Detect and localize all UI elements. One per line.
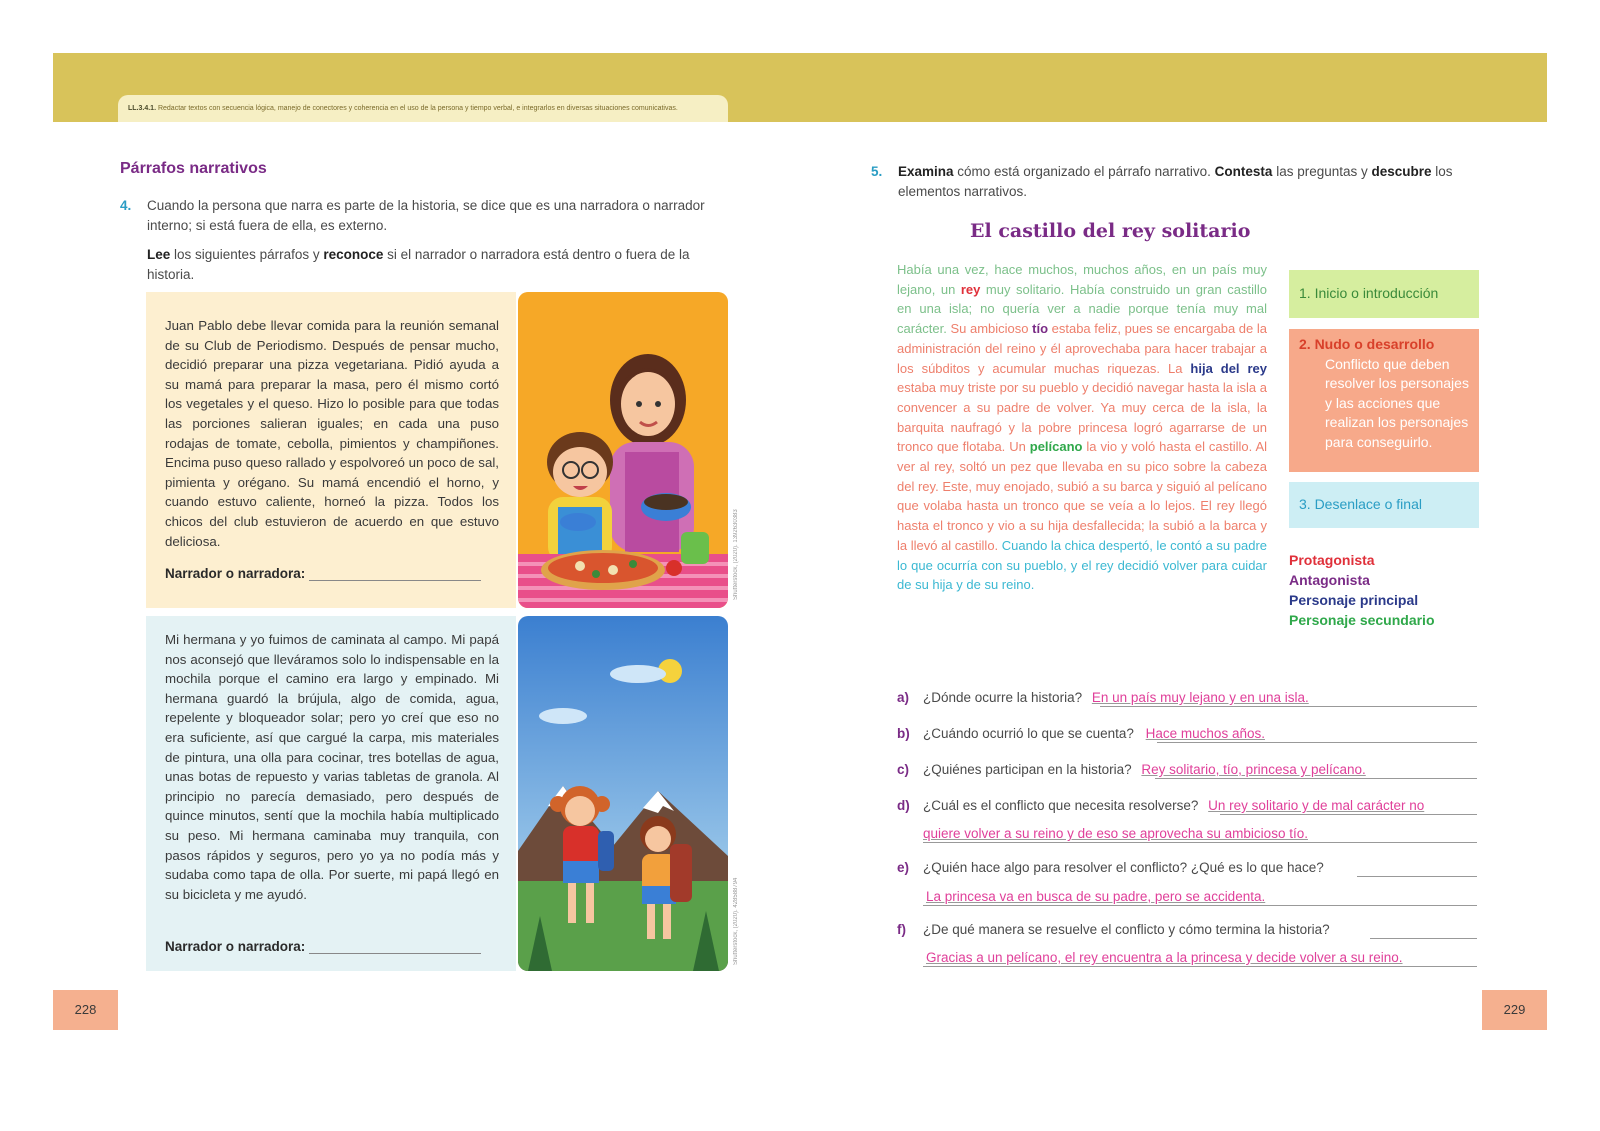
- keyword-rey: rey: [960, 281, 981, 297]
- answer-a[interactable]: En un país muy lejano y en una isla.: [1091, 690, 1309, 705]
- answer-line-b: [1157, 742, 1477, 743]
- answer-f[interactable]: Gracias a un pelícano, el rey encuentra a la princesa y decide volver a su reino.: [926, 950, 1403, 965]
- question-f: f) ¿De qué manera se resuelve el conflicto y cómo termina la historia?: [897, 922, 1330, 937]
- question-e: e) ¿Quién hace algo para resolver el conflicto? ¿Qué es lo que hace?: [897, 860, 1324, 875]
- page-number-left: 228: [53, 990, 118, 1030]
- nudo-title: 2. Nudo o desarrollo: [1299, 336, 1435, 352]
- narrator-answer-line-2[interactable]: [309, 939, 481, 954]
- question-c-text: ¿Quiénes participan en la historia?: [923, 762, 1132, 777]
- instruction-verb-lee: Lee: [147, 247, 171, 262]
- keyword-pelicano: pelícano: [1029, 439, 1083, 455]
- keyword-hija-del-rey: hija del rey: [1190, 360, 1268, 376]
- story-resolution: Cuando la chica despertó, le contó a su padre lo que ocurría con su pueblo, y el rey decidió volver para cuidar de su hija y de su reino.: [897, 537, 1268, 593]
- pizza-illustration: [518, 292, 728, 608]
- question-b: b) ¿Cuándo ocurrió lo que se cuenta? Hace muchos años.: [897, 726, 1265, 741]
- legend-antagonista: Antagonista: [1289, 572, 1370, 588]
- item-5-instruction: [898, 162, 1481, 201]
- item-4-instruction: [147, 245, 730, 284]
- item-5-number: 5.: [871, 164, 883, 179]
- story-conflict: Su ambicioso tío estaba feliz, pues se encargaba de la administración del reino y él aprovechaba para hacer trabajar a los súbditos y acumular muchas riquezas. La hija del rey estaba muy triste por su pueblo y decidió navegar hasta la isla a convencer a su padre de volver. Ya muy cerca de la isla, la barquita naufragó y la pobre princesa logró agarrarse de un tronco que flotaba. Un pelícano la vio y voló hasta el castillo. Al ver al rey, soltó un pez que llevaba en su pico sobre la cabeza del rey. Este, muy enojado, subió a su barca y siguió al pelícano que volaba hasta un tronco que se veía a lo lejos. El rey llegó hasta el tronco y vio a su hija desfallecida; la subió a la barca y la llevó al castillo.: [897, 321, 1268, 553]
- legend-secundario: Personaje secundario: [1289, 612, 1435, 628]
- desenlace-box: [1289, 482, 1479, 528]
- answer-line-e: [1357, 876, 1477, 877]
- answer-f-wrap: [926, 950, 1403, 965]
- question-f-text: ¿De qué manera se resuelve el conflicto y cómo termina la historia?: [923, 922, 1330, 937]
- section-title: Párrafos narrativos: [120, 160, 267, 177]
- question-d-text: ¿Cuál es el conflicto que necesita resolverse?: [923, 798, 1199, 813]
- instruction-text-2: si el narrador o narradora está dentro o fuera de la historia.: [147, 247, 690, 282]
- question-a: a) ¿Dónde ocurre la historia? En un país muy lejano y en una isla.: [897, 690, 1309, 705]
- instruction-text-c: los elementos narrativos.: [898, 164, 1453, 199]
- character-legend: [1289, 550, 1435, 630]
- answer-line-f: [1370, 938, 1477, 939]
- answer-d-continued: [923, 826, 1308, 841]
- story-title: El castillo del rey solitario: [970, 220, 1251, 242]
- item-4-number: 4.: [120, 198, 132, 213]
- hiking-illustration: [518, 616, 728, 971]
- story-intro: Había una vez, hace muchos, muchos años, en un país muy lejano, un rey muy solitario. Había construido un gran castillo en una isla; no quería ver a nadie porque tenía muy mal carácter.: [897, 262, 1267, 337]
- instruction-verb-contesta: Contesta: [1214, 164, 1273, 179]
- instruction-verb-reconoce: reconoce: [323, 247, 384, 262]
- answer-line-c: [1155, 778, 1477, 779]
- answer-line-f-2: [923, 966, 1477, 967]
- legend-principal: Personaje principal: [1289, 592, 1419, 608]
- legend-protagonista: Protagonista: [1289, 552, 1375, 568]
- answer-e-wrap: [926, 889, 1265, 904]
- question-c: c) ¿Quiénes participan en la historia? Rey solitario, tío, princesa y pelícano.: [897, 762, 1366, 777]
- answer-c[interactable]: Rey solitario, tío, princesa y pelícano.: [1141, 762, 1366, 777]
- narrator-label-2: Narrador o narradora:: [165, 939, 306, 954]
- instruction-text-1: los siguientes párrafos y: [170, 247, 324, 262]
- desenlace-label: 3. Desenlace o final: [1299, 496, 1422, 512]
- curriculum-text: Redactar textos con secuencia lógica, manejo de conectores y coherencia en el uso de la persona y tiempo verbal, e integrarlos en diversas situaciones comunicativas.: [157, 105, 678, 112]
- inicio-box: [1289, 270, 1479, 318]
- image-2-credit: Shutterstock, (2020). 428588794: [733, 877, 739, 965]
- inicio-label: 1. Inicio o introducción: [1299, 285, 1439, 301]
- curriculum-tab: [118, 95, 728, 122]
- nudo-description: Conflicto que deben resolver los personajes y las acciones que realizan los personajes para conseguirlo.: [1325, 355, 1469, 450]
- story-paragraph: [897, 260, 1267, 595]
- narrator-label-1: Narrador o narradora:: [165, 566, 306, 581]
- curriculum-code: LL.3.4.1.: [128, 105, 157, 112]
- answer-b[interactable]: Hace muchos años.: [1145, 726, 1265, 741]
- narrator-field-1: [165, 566, 481, 581]
- keyword-tio: tío: [1032, 321, 1049, 337]
- instruction-text-b: las preguntas y: [1272, 164, 1372, 179]
- answer-line-a: [1100, 706, 1477, 707]
- instruction-text-a: cómo está organizado el párrafo narrativo.: [953, 164, 1215, 179]
- question-d: d) ¿Cuál es el conflicto que necesita resolverse? Un rey solitario y de mal carácter no: [897, 798, 1425, 813]
- narrator-field-2: [165, 939, 481, 954]
- page-number-right: 229: [1482, 990, 1547, 1030]
- answer-e[interactable]: La princesa va en busca de su padre, pero se accidenta.: [926, 889, 1266, 904]
- answer-line-d-2: [923, 842, 1477, 843]
- story-1-text: Juan Pablo debe llevar comida para la reunión semanal de su Club de Periodismo. Después de pensar mucho, decidió preparar una pizza vegetariana. Pidió ayuda a su mamá para preparar la masa, pero él mismo cortó los vegetales y el queso. Hizo lo posible para que todas las porciones salieran iguales; en cada una puso rodajas de tomate, cebolla, pimientos y champiñones. Encima puso queso rallado y espolvoreó un poco de sal, pimienta y orégano. Su mamá encendió el horno, y cuando estuvo caliente, horneó la pizza. Todos los chicos del club estuvieron de acuerdo en que estuvo deliciosa.: [165, 318, 499, 549]
- instruction-verb-examina: Examina: [898, 164, 954, 179]
- answer-line-d: [1220, 814, 1477, 815]
- image-1-credit: Shutterstock, (2020). 1392630383: [733, 509, 739, 600]
- narrator-answer-line-1[interactable]: [309, 566, 481, 581]
- answer-line-e-2: [923, 905, 1477, 906]
- instruction-verb-descubre: descubre: [1371, 164, 1432, 179]
- nudo-box: [1289, 329, 1479, 472]
- item-5: [871, 162, 1481, 201]
- story-2-text: Mi hermana y yo fuimos de caminata al campo. Mi papá nos aconsejó que lleváramos solo lo indispensable en la mochila porque el camino era largo y empinado. Mi hermana guardó la brújula, algo de comida, agua, repelente y bloqueador solar; pero yo creí que eso no era suficiente, así que cargué la carpa, mis materiales de pintura, una olla para cocinar, tres botellas de agua, unas botas de repuesto y varias tabletas de granola. Al principio no parecía demasiado, pero después de quince minutos, sentí que la mochila había multiplicado su peso. Mi hermana caminaba muy tranquila, con pasos rápidos y seguros, pero yo ya no podía más y sudaba como tapa de olla. Por suerte, mi papá llegó en su bicicleta y me ayudó.: [165, 632, 499, 902]
- answer-d-line-2[interactable]: quiere volver a su reino y de eso se aprovecha su ambicioso tío.: [923, 826, 1308, 841]
- item-4: [120, 196, 730, 284]
- answer-d[interactable]: Un rey solitario y de mal carácter no: [1208, 798, 1425, 813]
- question-b-text: ¿Cuándo ocurrió lo que se cuenta?: [923, 726, 1134, 741]
- question-e-text: ¿Quién hace algo para resolver el conflicto? ¿Qué es lo que hace?: [923, 860, 1324, 875]
- question-a-text: ¿Dónde ocurre la historia?: [923, 690, 1083, 705]
- item-4-intro: Cuando la persona que narra es parte de la historia, se dice que es una narradora o narrador interno; si está fuera de ella, es externo.: [147, 198, 705, 233]
